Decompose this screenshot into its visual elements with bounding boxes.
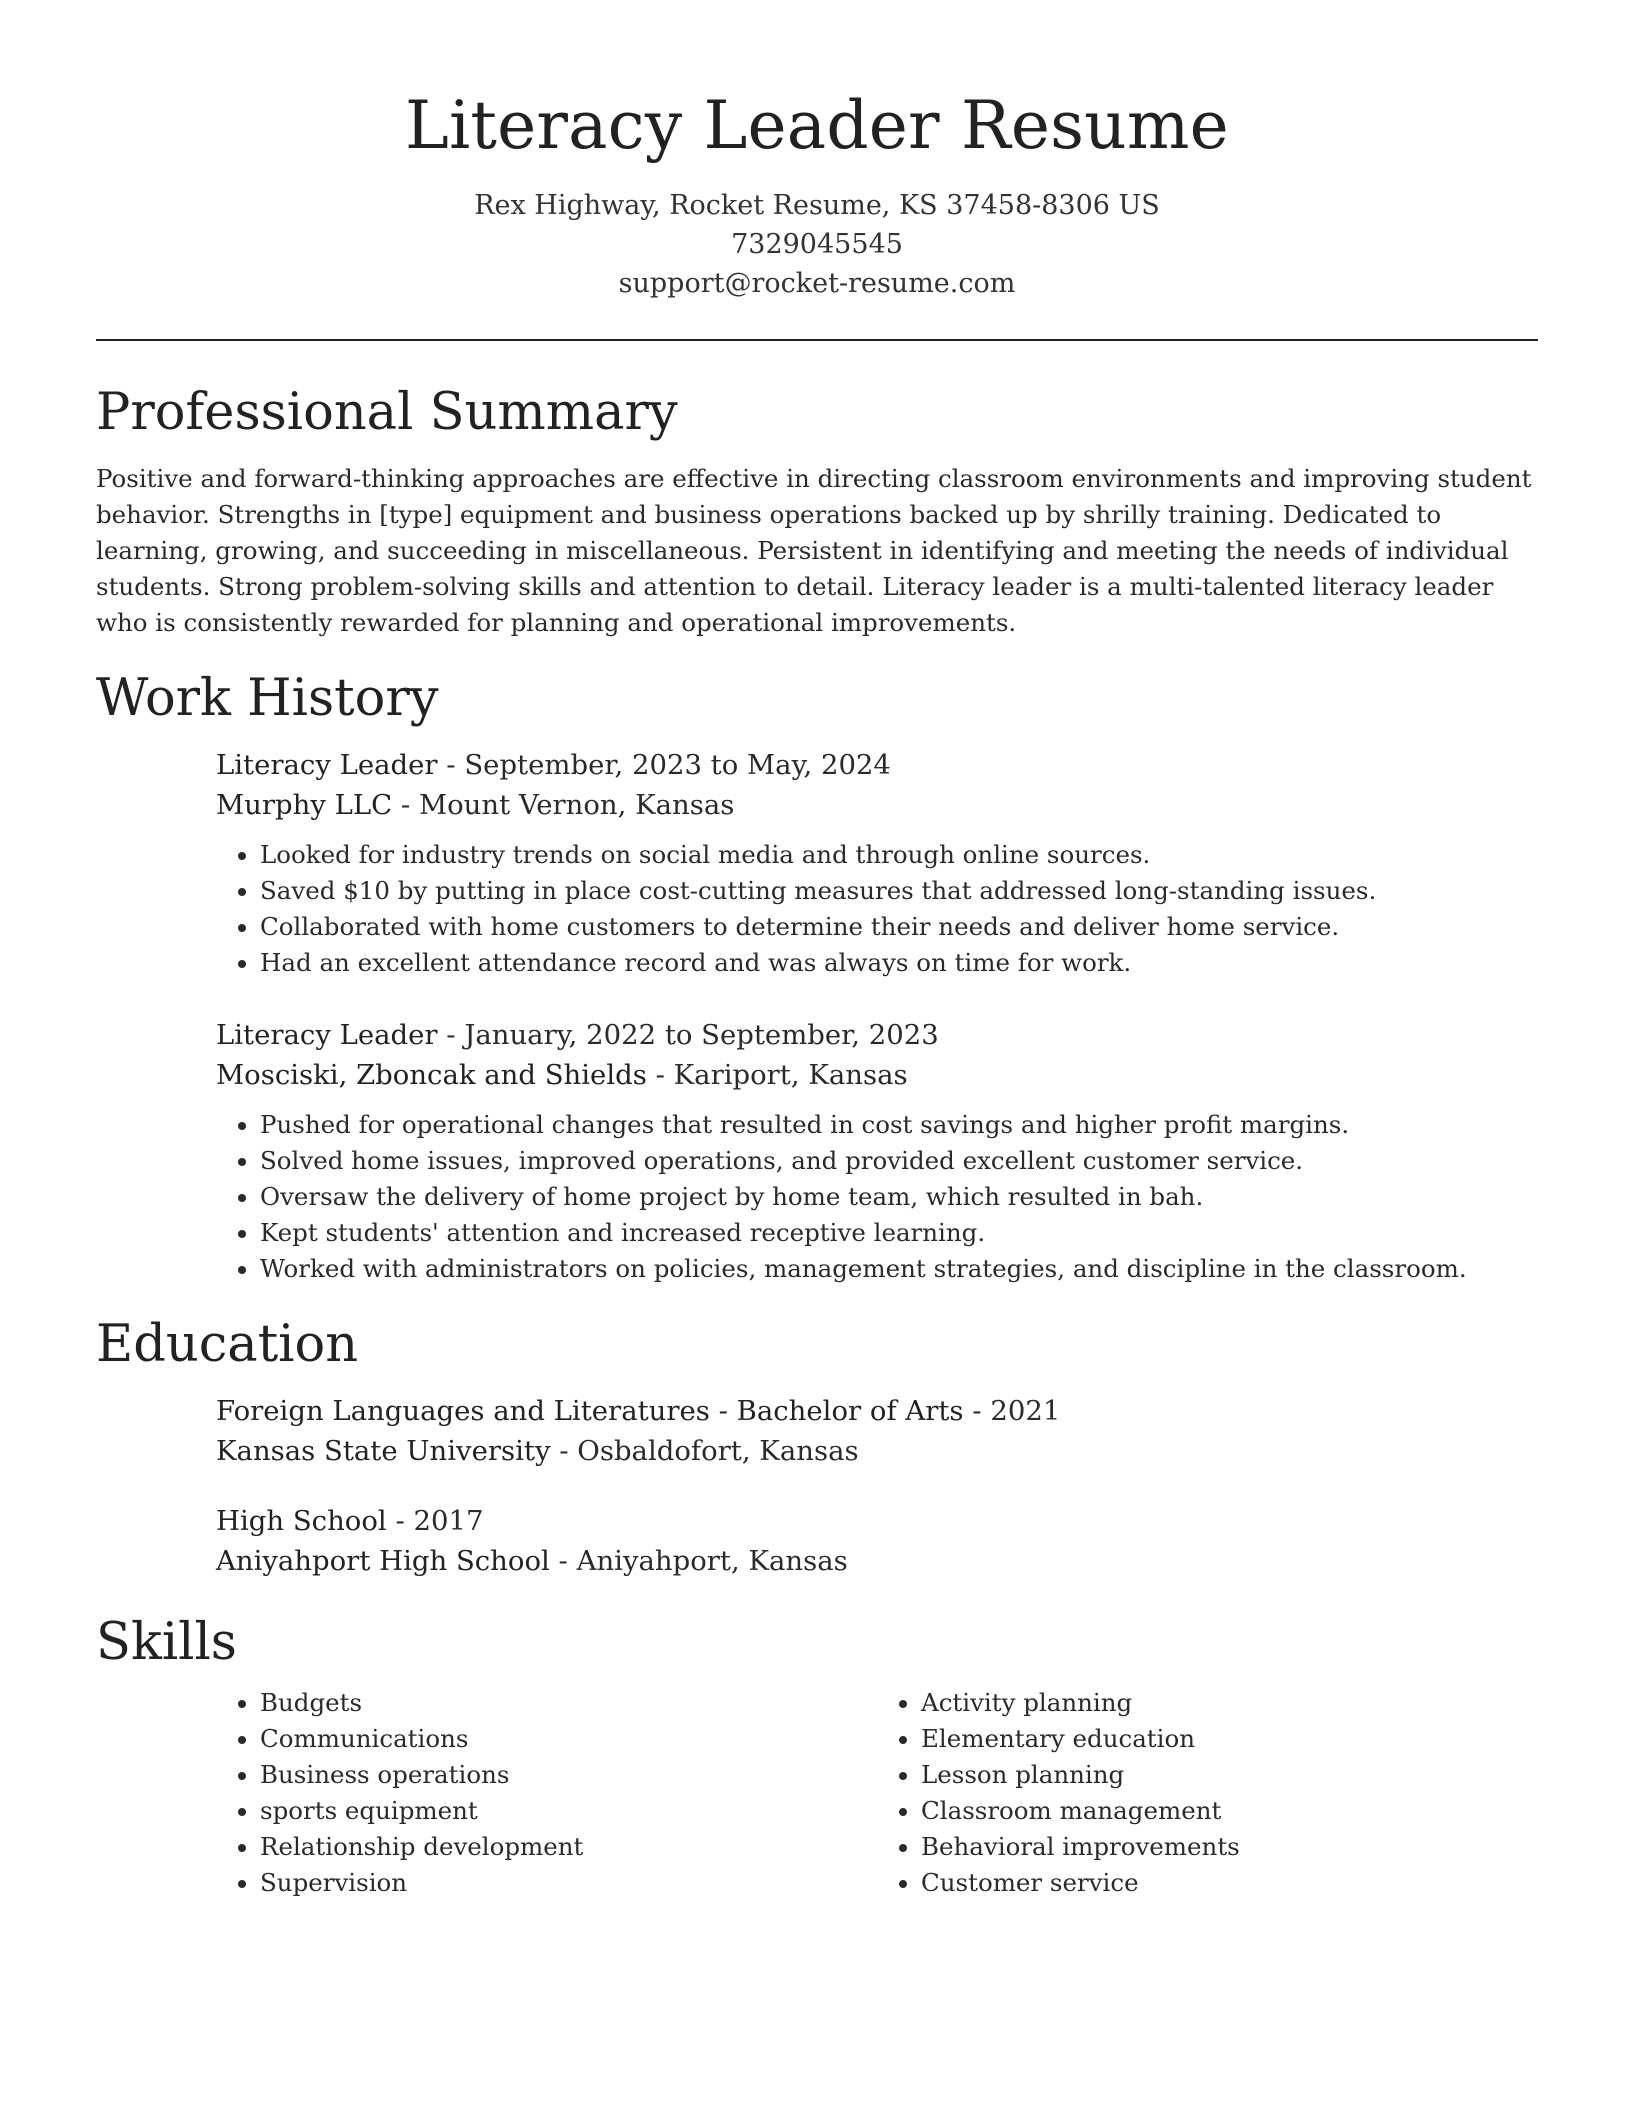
- skills-heading: Skills: [96, 1613, 237, 1672]
- education-field: Foreign Languages and Literatures: [216, 1395, 710, 1427]
- job-role: Literacy Leader: [216, 749, 438, 781]
- skill-item: • Supervision: [260, 1865, 877, 1901]
- skills-list-right: [877, 1685, 1538, 1901]
- separator: -: [550, 1435, 578, 1467]
- education-degree-line: [216, 1501, 1530, 1541]
- resume-page: [96, 0, 1538, 1901]
- job-company-line: [216, 1055, 1530, 1095]
- separator: -: [963, 1395, 991, 1427]
- education-field: High School: [216, 1505, 387, 1537]
- work-heading: Work History: [96, 669, 439, 728]
- skill-item: • Relationship development: [260, 1829, 877, 1865]
- summary-text: Positive and forward-thinking approaches are effective in directing classroom environments and improving student behavior. Strengths in [type] equipment and business operations backed up by shrilly training. Dedicated to learning, growing, and succeeding in miscellaneous. Persistent in identifying and meeting the needs of individual students. Strong problem-solving skills and attention to detail. Literacy leader is a multi-talented literacy leader who is consistently rewarded for planning and operational improvements.: [96, 464, 1532, 637]
- separator: -: [549, 1545, 577, 1577]
- skill-item: • Business operations: [260, 1757, 877, 1793]
- education-year: 2021: [990, 1395, 1061, 1427]
- education-school: Aniyahport High School: [216, 1545, 550, 1577]
- job-entry: [216, 745, 1530, 981]
- separator: -: [386, 1505, 414, 1537]
- job-bullet: • Solved home issues, improved operations, and provided excellent customer service.: [260, 1143, 1530, 1179]
- job-bullet: • Collaborated with home customers to determine their needs and deliver home service.: [260, 909, 1530, 945]
- contact-email: support@rocket-resume.com: [618, 268, 1016, 299]
- education-heading: Education: [96, 1315, 359, 1374]
- job-bullet: • Looked for industry trends on social media and through online sources.: [260, 837, 1530, 873]
- education-school-line: [216, 1541, 1530, 1581]
- skill-item: • Classroom management: [921, 1793, 1538, 1829]
- job-bullet: • Saved $10 by putting in place cost-cutting measures that addressed long-standing issues.: [260, 873, 1530, 909]
- job-bullet: • Kept students' attention and increased receptive learning.: [260, 1215, 1530, 1251]
- education-section: [96, 1313, 1538, 1581]
- separator: -: [646, 1059, 674, 1091]
- skills-section: [96, 1611, 1538, 1901]
- skill-item: • Elementary education: [921, 1721, 1538, 1757]
- job-dates: September, 2023 to May, 2024: [464, 749, 891, 781]
- separator: -: [437, 749, 465, 781]
- job-location: Kariport, Kansas: [673, 1059, 908, 1091]
- job-company: Murphy LLC: [216, 789, 393, 821]
- education-degree: Bachelor of Arts: [736, 1395, 964, 1427]
- education-location: Osbaldofort, Kansas: [577, 1435, 859, 1467]
- work-section: [96, 667, 1538, 1287]
- education-degree-line: [216, 1391, 1530, 1431]
- education-location: Aniyahport, Kansas: [576, 1545, 848, 1577]
- job-location: Mount Vernon, Kansas: [418, 789, 735, 821]
- summary-section: [96, 381, 1538, 641]
- job-dates: January, 2022 to September, 2023: [464, 1019, 939, 1051]
- skill-item: • Activity planning: [921, 1685, 1538, 1721]
- job-company-line: [216, 785, 1530, 825]
- education-school-line: [216, 1431, 1530, 1471]
- job-bullets: [216, 837, 1530, 981]
- job-bullets: [216, 1107, 1530, 1287]
- job-bullet: • Oversaw the delivery of home project by home team, which resulted in bah.: [260, 1179, 1530, 1215]
- resume-title: Literacy Leader Resume: [405, 87, 1229, 164]
- contact-block: [96, 186, 1538, 303]
- skills-columns: [216, 1685, 1538, 1901]
- education-year: 2017: [413, 1505, 484, 1537]
- education-entry: [216, 1501, 1530, 1581]
- skill-item: • Communications: [260, 1721, 877, 1757]
- header-divider: [96, 339, 1538, 341]
- skill-item: • sports equipment: [260, 1793, 877, 1829]
- summary-heading: Professional Summary: [96, 383, 678, 442]
- skill-item: • Customer service: [921, 1865, 1538, 1901]
- contact-address: Rex Highway, Rocket Resume, KS 37458-8306 US: [474, 190, 1160, 221]
- job-bullet: • Pushed for operational changes that resulted in cost savings and higher profit margins.: [260, 1107, 1530, 1143]
- resume-header: [96, 0, 1538, 303]
- job-role: Literacy Leader: [216, 1019, 438, 1051]
- education-entry: [216, 1391, 1530, 1471]
- skill-item: • Lesson planning: [921, 1757, 1538, 1793]
- separator: -: [392, 789, 419, 821]
- job-bullet: • Had an excellent attendance record and was always on time for work.: [260, 945, 1530, 981]
- job-entry: [216, 1015, 1530, 1287]
- skills-list-left: [216, 1685, 877, 1901]
- job-title-line: [216, 1015, 1530, 1055]
- separator: -: [437, 1019, 465, 1051]
- skill-item: • Budgets: [260, 1685, 877, 1721]
- job-company: Mosciski, Zboncak and Shields: [216, 1059, 647, 1091]
- skill-item: • Behavioral improvements: [921, 1829, 1538, 1865]
- job-title-line: [216, 745, 1530, 785]
- contact-phone: 7329045545: [731, 229, 903, 260]
- job-bullet: • Worked with administrators on policies, management strategies, and discipline in the classroom.: [260, 1251, 1530, 1287]
- separator: -: [709, 1395, 737, 1427]
- education-school: Kansas State University: [216, 1435, 551, 1467]
